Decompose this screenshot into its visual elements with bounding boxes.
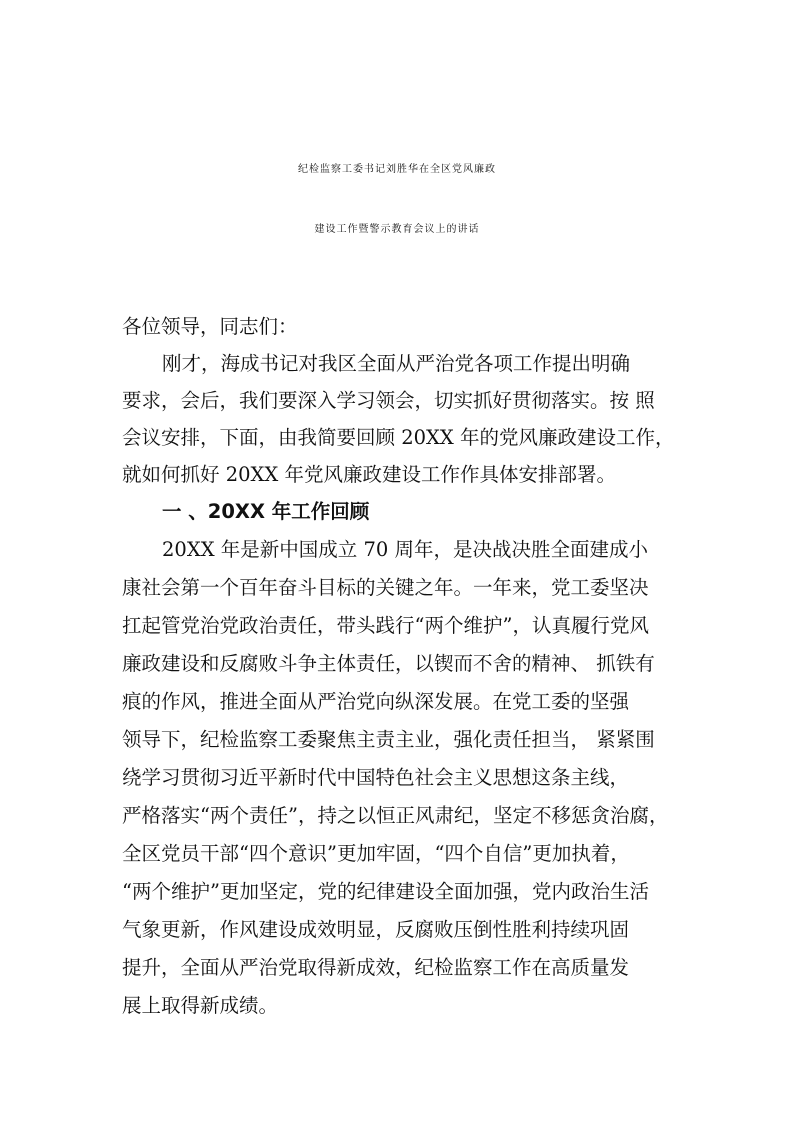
- section-1-line-11: 气象更新，作风建设成效明显，反腐败压倒性胜利持续巩固: [122, 918, 630, 941]
- salutation: 各位领导，同志们：: [122, 315, 298, 338]
- intro-line-1: 刚才，海成书记对我区全面从严治党各项工作提出明确: [162, 352, 631, 375]
- section-1-line-12: 提升，全面从严治党取得新成效，纪检监察工作在高质量发: [122, 956, 630, 979]
- section-1-line-1: 20XX 年是新中国成立 70 周年，是决战决胜全面建成小: [162, 538, 648, 561]
- section-1-line-10: “两个维护”更加坚定，党的纪律建设全面加强，党内政治生活: [122, 880, 649, 903]
- section-1-line-13: 展上取得新成绩。: [122, 994, 279, 1017]
- intro-line-2: 要求，会后，我们要深入学习领会，切实抓好贯彻落实。按 照: [122, 389, 655, 412]
- section-1-heading: 一 、20XX 年工作回顾: [162, 500, 370, 523]
- section-1-line-4: 廉政建设和反腐败斗争主体责任，以锲而不舍的精神、 抓铁有: [122, 652, 655, 675]
- intro-line-4: 就如何抓好 20XX 年党风廉政建设工作作具体安排部署。: [122, 463, 616, 486]
- section-1-line-2: 康社会第一个百年奋斗目标的关键之年。一年来，党工委坚决: [122, 576, 649, 599]
- section-1-line-3: 扛起管党治党政治责任，带头践行“两个维护”，认真履行党风: [122, 614, 649, 637]
- title-line-1: 纪检监察工委书记刘胜华在全区党风廉政: [298, 164, 496, 175]
- section-1-line-5: 痕的作风，推进全面从严治党向纵深发展。在党工委的坚强: [122, 690, 630, 713]
- section-1-line-7: 绕学习贯彻习近平新时代中国特色社会主义思想这条主线，: [122, 766, 630, 789]
- title-line-2: 建设工作暨警示教育会议上的讲话: [314, 224, 480, 235]
- section-1-line-8: 严格落实“两个责任”，持之以恒正风肃纪，坚定不移惩贪治腐，: [122, 804, 669, 827]
- section-1-line-6: 领导下，纪检监察工委聚焦主责主业，强化责任担当， 紧紧围: [122, 728, 655, 751]
- section-1-line-9: 全区党员干部“四个意识”更加牢固，“四个自信”更加执着，: [122, 842, 630, 865]
- intro-line-3: 会议安排，下面，由我简要回顾 20XX 年的党风廉政建设工作，: [122, 426, 675, 449]
